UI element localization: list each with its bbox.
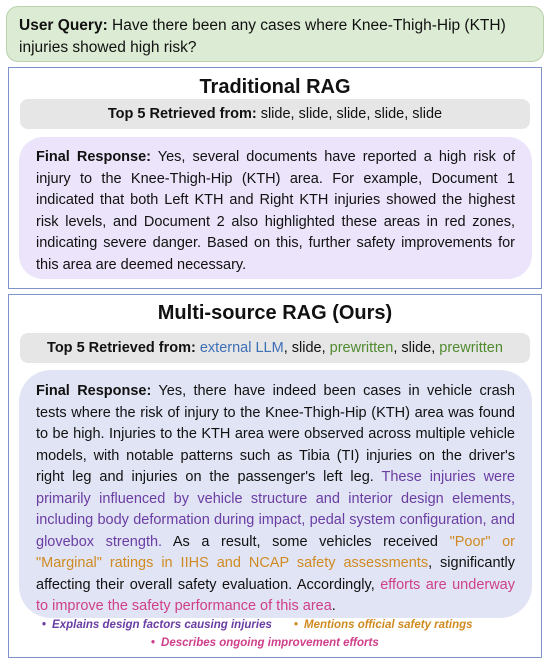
traditional-source-slide: slide <box>298 106 329 122</box>
multisource-response-label: Final Response: <box>36 383 152 399</box>
legend-item-effort <box>151 635 379 651</box>
traditional-retrieved-label: Top 5 Retrieved from: <box>107 106 257 122</box>
legend-label-rating: Mentions official safety ratings <box>304 619 473 631</box>
response-segment-effort: efforts are underway to improve the safety performance of this area <box>36 576 515 614</box>
multisource-response-box <box>19 370 532 618</box>
bullet-icon: • <box>294 619 299 631</box>
response-segment-plain: , significantly affecting their overall safety evaluation. Accordingly, <box>36 555 516 593</box>
legend-item-design <box>42 617 272 633</box>
traditional-response-text: Yes, several documents have reported a high risk of injury to the Knee-Thigh-Hip (KTH) area. For example, Document 1 indicated that both Left KTH and Right KTH injuries showed the highest risk levels, and Document 2 also highlighted these areas in red zones, indicating severe danger. Based on this, further safety improvements for this area are deemed necessary. <box>36 149 515 273</box>
multisource-rag-title: Multi-source RAG (Ours) <box>157 302 393 324</box>
multisource-retrieved-sources: external LLM, slide, prewritten, slide, prewritten <box>199 340 503 356</box>
traditional-rag-panel <box>8 67 542 289</box>
multisource-source-prewritten: prewritten <box>329 340 394 356</box>
multisource-rag-panel <box>8 294 542 658</box>
response-segment-plain: Yes, there have indeed been cases in vehicle crash tests where the risk of injury to the Knee-Thigh-Hip (KTH) area was found to be high. Injuries to the KTH area were observed across multiple vehicle models, with notable patterns such as Tibia (TI) injuries on the driver's right leg and injuries on the passenger's left leg. <box>36 383 515 485</box>
multisource-retrieved-bar <box>20 333 530 363</box>
bullet-icon: • <box>42 619 47 631</box>
user-query-text: Have there been any cases where Knee-Thigh-Hip (KTH) injuries showed high risk? <box>19 17 506 56</box>
traditional-response-label: Final Response: <box>36 149 151 165</box>
traditional-source-slide: slide <box>336 106 367 122</box>
multisource-source-prewritten: prewritten <box>439 340 503 356</box>
response-segment-plain: . <box>331 598 336 614</box>
response-segment-plain: As a result, some vehicles received <box>162 533 450 550</box>
traditional-source-slide: slide <box>374 106 405 122</box>
multisource-source-slide: slide <box>291 340 322 356</box>
multisource-source-slide: slide <box>401 340 432 356</box>
traditional-retrieved-sources: slide, slide, slide, slide, slide <box>260 106 443 122</box>
legend-label-effort: Describes ongoing improvement efforts <box>161 637 379 649</box>
multisource-retrieved-label: Top 5 Retrieved from: <box>47 340 196 356</box>
legend-label-design: Explains design factors causing injuries <box>52 619 272 631</box>
legend-item-rating <box>294 617 473 633</box>
response-segment-design: These injuries were primarily influenced by vehicle structure and interior design elements, including body deformation during impact, pedal system configuration, and glovebox strength. <box>36 469 515 550</box>
multisource-source-llm: external LLM <box>199 340 284 356</box>
user-query-box <box>6 6 544 62</box>
traditional-rag-title: Traditional RAG <box>199 76 351 98</box>
bullet-icon: • <box>151 637 156 649</box>
traditional-retrieved-bar <box>20 99 530 129</box>
user-query-label: User Query: <box>19 17 108 34</box>
traditional-source-slide: slide <box>412 106 443 122</box>
traditional-response-box <box>19 137 532 279</box>
traditional-source-slide: slide <box>260 106 291 122</box>
response-segment-rating: "Poor" or "Marginal" ratings in IIHS and NCAP safety assessments <box>36 533 515 571</box>
multisource-response-text <box>36 383 515 614</box>
